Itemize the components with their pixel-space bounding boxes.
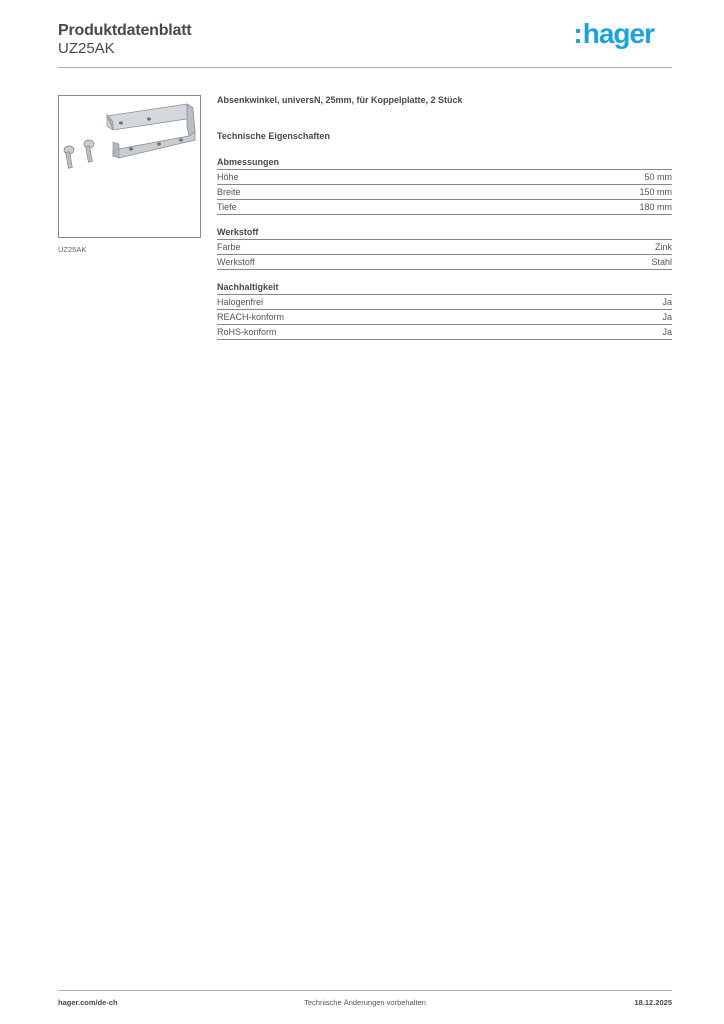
property-label: Halogenfrei xyxy=(217,297,264,307)
hager-logo: :hager xyxy=(573,18,654,49)
property-row xyxy=(217,185,672,200)
bracket-illustration xyxy=(59,96,200,237)
property-label: Farbe xyxy=(217,242,241,252)
property-label: Tiefe xyxy=(217,202,237,212)
property-value: Stahl xyxy=(651,257,672,267)
page-header xyxy=(58,20,672,68)
section-sustainability xyxy=(217,282,672,340)
property-value: 180 mm xyxy=(639,202,672,212)
property-row xyxy=(217,325,672,340)
property-label: REACH-konform xyxy=(217,312,285,322)
footer-divider xyxy=(58,990,672,991)
section-material xyxy=(217,227,672,270)
page-footer xyxy=(58,998,672,1010)
product-details xyxy=(217,95,672,340)
property-value: Ja xyxy=(662,327,672,337)
property-value: Zink xyxy=(654,242,672,252)
property-value: 50 mm xyxy=(644,172,672,182)
product-code: UZ25AK xyxy=(58,40,115,57)
property-label: Werkstoff xyxy=(217,257,255,267)
property-value: Ja xyxy=(662,297,672,307)
disclaimer: Technische Änderungen vorbehalten xyxy=(304,998,426,1007)
property-label: Höhe xyxy=(217,172,239,182)
section-title: Abmessungen xyxy=(217,157,672,170)
property-value: 150 mm xyxy=(639,187,672,197)
section-title: Nachhaltigkeit xyxy=(217,282,672,295)
document-date: 18.12.2025 xyxy=(634,998,672,1007)
property-row xyxy=(217,255,672,270)
property-row xyxy=(217,295,672,310)
document-title: Produktdatenblatt xyxy=(58,22,192,39)
technical-properties-heading: Technische Eigenschaften xyxy=(217,131,330,141)
header-divider xyxy=(58,67,672,68)
property-value: Ja xyxy=(662,312,672,322)
property-row xyxy=(217,170,672,185)
screw-icon xyxy=(84,140,94,162)
screw-icon xyxy=(64,146,74,168)
website-link[interactable]: hager.com/de-ch xyxy=(58,998,118,1007)
property-row xyxy=(217,310,672,325)
property-row xyxy=(217,240,672,255)
section-title: Werkstoff xyxy=(217,227,672,240)
section-dimensions xyxy=(217,157,672,215)
property-label: RoHS-konform xyxy=(217,327,277,337)
product-image xyxy=(58,95,201,238)
logo-text: hager xyxy=(582,18,654,49)
property-row xyxy=(217,200,672,215)
image-caption: UZ25AK xyxy=(58,245,87,254)
property-label: Breite xyxy=(217,187,241,197)
product-description: Absenkwinkel, universN, 25mm, für Koppelplatte, 2 Stück xyxy=(217,95,463,105)
